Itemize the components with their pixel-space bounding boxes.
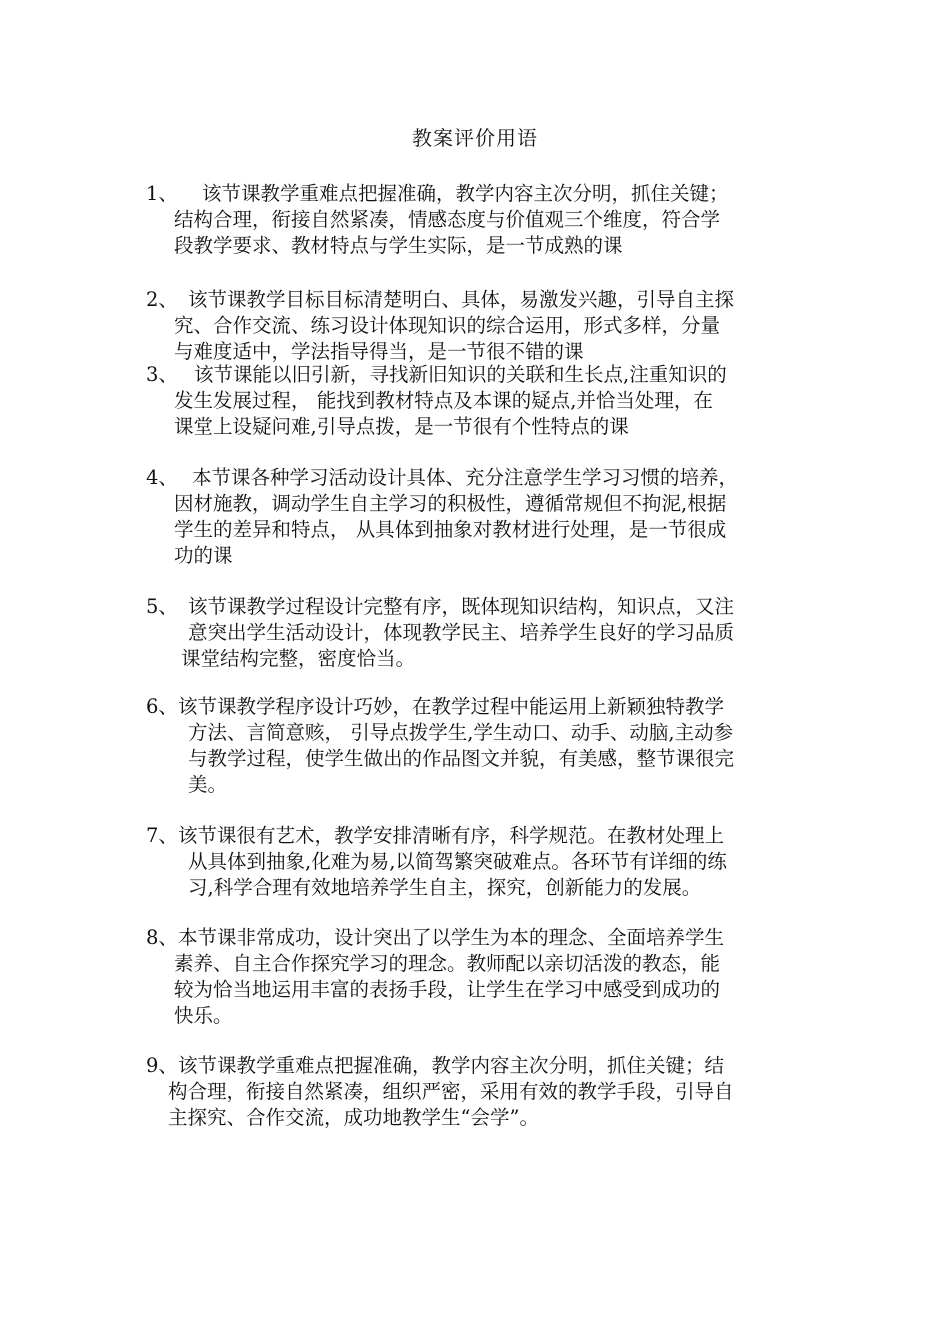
list-item (146, 823, 826, 901)
list-item (146, 694, 826, 798)
item-number: 3、 (146, 363, 178, 386)
item-number: 2、 (146, 288, 178, 311)
item-line: 意突出学生活动设计，体现教学民主、培养学生良好的学习品质 (188, 621, 735, 644)
item-line: 该节课教学重难点把握准确，教学内容主次分明，抓住关键；结 (178, 1054, 725, 1077)
list-item (146, 925, 826, 1029)
item-line: 本节课各种学习活动设计具体、充分注意学生学习习惯的培养， (192, 466, 739, 489)
item-line: 方法、言简意赅， 引导点拨学生,学生动口、动手、动脑,主动参 (188, 721, 734, 744)
item-line: 主探究、合作交流，成功地教学生“会学”。 (168, 1106, 539, 1129)
item-line: 发生发展过程， 能找到教材特点及本课的疑点,并恰当处理，在 (174, 389, 713, 412)
list-item (146, 1053, 826, 1131)
item-line: 学生的差异和特点， 从具体到抽象对教材进行处理，是一节很成 (174, 518, 727, 541)
item-line: 段教学要求、教材特点与学生实际，是一节成熟的课 (174, 234, 623, 257)
item-line: 较为恰当地运用丰富的表扬手段，让学生在学习中感受到成功的 (174, 978, 721, 1001)
item-line: 结构合理，衔接自然紧凑，情感态度与价值观三个维度，符合学 (174, 208, 721, 231)
item-number: 1、 (146, 182, 178, 205)
item-number: 8、 (146, 926, 178, 949)
item-line: 该节课教学过程设计完整有序，既体现知识结构，知识点，又注 (188, 595, 735, 618)
item-line: 课堂结构完整，密度恰当。 (181, 647, 416, 670)
item-line: 美。 (188, 773, 228, 796)
list-item (146, 181, 826, 259)
item-line: 该节课教学目标目标清楚明白、具体，易激发兴趣，引导自主探 (188, 288, 735, 311)
item-line: 功的课 (174, 544, 233, 567)
item-line: 本节课非常成功，设计突出了以学生为本的理念、全面培养学生 (178, 926, 725, 949)
list-item (146, 594, 826, 672)
item-line: 与教学过程，使学生做出的作品图文并貌，有美感，整节课很完 (188, 747, 735, 770)
item-line: 从具体到抽象,化难为易,以简驾繁突破难点。各环节有详细的练 (188, 850, 727, 873)
item-line: 构合理，衔接自然紧凑，组织严密，采用有效的教学手段，引导自 (168, 1080, 734, 1103)
item-line: 因材施教，调动学生自主学习的积极性，遵循常规但不拘泥,根据 (174, 492, 727, 515)
item-line: 与难度适中，学法指导得当，是一节很不错的课 (174, 340, 584, 363)
item-number: 4、 (146, 466, 178, 489)
item-line: 快乐。 (174, 1004, 233, 1027)
item-line: 究、合作交流、练习设计体现知识的综合运用，形式多样，分量 (174, 314, 721, 337)
item-number: 7、 (146, 824, 178, 847)
item-number: 5、 (146, 595, 178, 618)
item-number: 6、 (146, 695, 178, 718)
list-item (146, 362, 826, 440)
item-line: 该节课能以旧引新，寻找新旧知识的关联和生长点,注重知识的 (194, 363, 727, 386)
page-title: 教案评价用语 (412, 126, 538, 150)
item-number: 9、 (146, 1054, 178, 1077)
item-line: 该节课教学程序设计巧妙，在教学过程中能运用上新颖独特教学 (178, 695, 725, 718)
list-item (146, 287, 826, 365)
item-line: 该节课教学重难点把握准确，教学内容主次分明，抓住关键； (202, 182, 729, 205)
item-line: 课堂上设疑问难,引导点拨，是一节很有个性特点的课 (174, 415, 629, 438)
list-item (146, 465, 826, 569)
item-line: 习,科学合理有效地培养学生自主，探究，创新能力的发展。 (188, 876, 702, 899)
item-line: 该节课很有艺术，教学安排清晰有序，科学规范。在教材处理上 (178, 824, 725, 847)
item-line: 素养、自主合作探究学习的理念。教师配以亲切活泼的教态，能 (174, 952, 721, 975)
